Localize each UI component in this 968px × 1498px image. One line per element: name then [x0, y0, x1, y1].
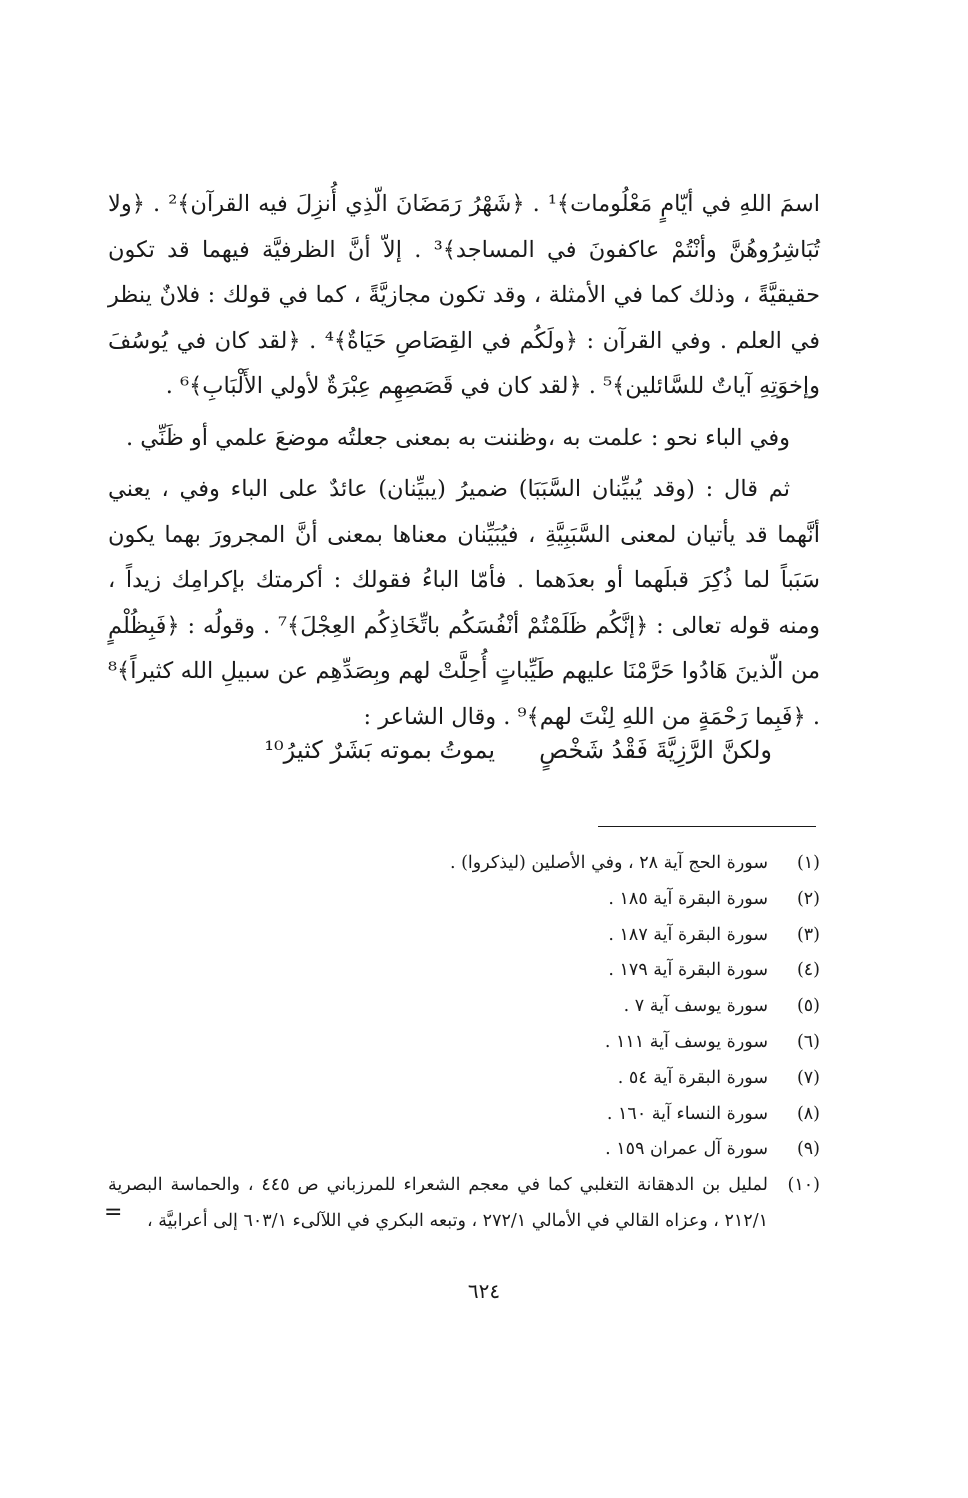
- footnote-9: [108, 1132, 820, 1168]
- footnote-text: سورة النساء آية ١٦٠ .: [606, 1103, 768, 1124]
- paragraph-1: اسمَ اللهِ في أيّامٍ مَعْلُومات﴾¹ . ﴿شَهْرُ رَمَضَانَ الّذِي أُنزِلَ فيه القرآن﴾² . ﴿ولا تُبَاشِرُوهُنَّ وأنْتُمْ عاكفونَ في المساجد﴾³ . إلاّ أنَّ الظرفيَّة فيهما قد تكون حقيقيَّةً ، وذلك كما في الأمثلة ، وقد تكون مجازيَّةً ، كما في قولك : فلانٌ ينظر في العلم . وفي القرآن : ﴿ولَكُم في القِصَاصِ حَيَاةٌ﴾⁴ . ﴿لقد كان في يُوسُفَ وإخوَتِهِ آياتٌ للسَّائلين﴾⁵ . ﴿لقد كان في قَصَصِهِم عِبْرَةٌ لأولي الأَلْبَابِ﴾⁶ .: [108, 191, 821, 399]
- main-text: [108, 182, 820, 740]
- page-number: ٦٢٤: [467, 1279, 501, 1303]
- footnote-2: [108, 882, 820, 918]
- footnote-6: [108, 1025, 820, 1061]
- footnote-separator: [598, 826, 816, 827]
- footnote-4: [108, 953, 820, 989]
- paragraph-3: ثم قال : (وقد يُبيِّنان السَّبَبَا) ضميرُ (يبيِّنان) عائدٌ على الباء وفي ، يعني أنَّهما قد يأتيان لمعنى السَّبَبِيَّةِ ، فيُبَيِّنان معناها بمعنى أنَّ المجرورَ بهما يكون سَبَباً لما ذُكِرَ قبلَهما أو بعدَهما . فأمّا الباءُ فقولك : أكرمتك بإكرامِك زيداً ، ومنه قوله تعالى : ﴿إنَّكُم ظَلَمْتُمْ أنْفُسَكُم باتِّخَاذِكُم العِجْلَ﴾⁷ . وقولُه : ﴿فَبِظُلْمٍ من الّذينَ هَادُوا حَرَّمْنَا عليهم طَيِّباتٍ أُحِلَّتْ لهم وبِصَدِّهِم عن سبيلِ الله كثيراً﴾⁸ . ﴿فَبِما رَحْمَةٍ من اللهِ لِنْتَ لهم﴾⁹ . وقال الشاعر :: [108, 476, 820, 730]
- footnote-text: سورة يوسف آية ٧ .: [623, 996, 768, 1017]
- footnote-5: [108, 989, 820, 1025]
- footnote-text: سورة الحج آية ٢٨ ، وفي الأصلين (ليذكروا) .: [449, 853, 768, 873]
- continuation-mark: =: [104, 1200, 123, 1225]
- footnote-text: سورة البقرة آية ١٨٥ .: [608, 888, 768, 909]
- footnote-1: [108, 846, 820, 882]
- footnote-number: (٢): [796, 888, 820, 909]
- footnote-text: سورة آل عمران ١٥٩ .: [605, 1139, 768, 1160]
- footnote-number: (١): [796, 853, 820, 873]
- footnote-text: سورة البقرة آية ١٧٩ .: [608, 960, 768, 981]
- verse-second-hemistich: يموتُ بموته بَشَرٌ كثيرُ¹⁰: [264, 736, 495, 764]
- footnote-3: [108, 918, 820, 954]
- footnote-text: سورة البقرة آية ٥٤ .: [617, 1067, 768, 1088]
- footnote-number: (٧): [796, 1067, 820, 1088]
- footnote-number: (٩): [796, 1139, 820, 1160]
- footnote-number: (٨): [796, 1103, 820, 1124]
- footnote-number: (٤): [796, 960, 820, 981]
- footnote-10: [108, 1168, 820, 1240]
- footnote-7: [108, 1061, 820, 1097]
- paragraph-2: وفي الباء نحو : علمت به ،وظننت به بمعنى جعلتُه موضعَ علمي أو ظَنِّي .: [125, 424, 790, 451]
- footnote-number: (٥): [796, 996, 820, 1017]
- footnote-text: سورة يوسف آية ١١١ .: [604, 1031, 768, 1052]
- footnote-text: سورة البقرة آية ١٨٧ .: [608, 924, 768, 945]
- footnote-number: (١٠): [787, 1175, 820, 1196]
- footnote-number: (٦): [796, 1031, 820, 1052]
- verse-first-hemistich: ولكنَّ الرَّزِيَّةَ فَقْدُ شَخْصٍ: [539, 736, 772, 764]
- footnote-number: (٣): [796, 924, 820, 945]
- footnote-text: لمليل بن الدهقانة التغلبي كما في معجم الشعراء للمرزباني ص ٤٤٥ ، والحماسة البصرية ٢١٢/١ ، وعزاه القالي في الأمالي ٢٧٢/١ ، وتبعه البكري في اللآلىء ٦٠٣/١ إلى أعرابيَّة ،: [108, 1175, 768, 1231]
- footnotes: [108, 846, 820, 1240]
- footnote-8: [108, 1097, 820, 1133]
